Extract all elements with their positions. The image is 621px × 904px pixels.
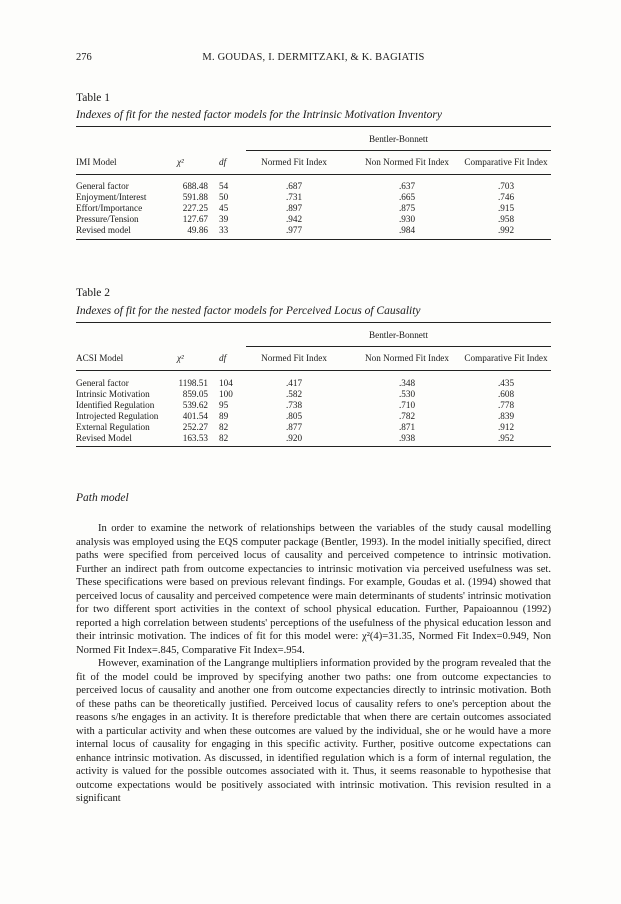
table-cell: .897 xyxy=(285,203,303,213)
table-cell: 95 xyxy=(219,400,229,410)
paragraph: However, examination of the Langrange multipliers information provided by the program revealed that the fit of the model could be improved by specifying another two paths: one from outcome expectancies to perceived locus of causality and another one from outcome expectancies directly to intrinsic motivation. Both of these paths can be theoretically justified. Perceived locus of causality refers to one's perception about the reasons s/he engages in an activity. It is therefore predictable that when there are certain outcomes associated with a particular activity and when these outcomes are valued by the individual, she or he would have a more internal locus of causality for engaging in this specific activity. Further, positive outcome expectations can enhance intrinsic motivation. As discussed, in identified regulation which is a form of internal regulation, the activity is valued for the possible outcomes associated with it. Thus, it seems reasonable to hypothesise that outcome expectations would be positively associated with intrinsic motivation. This revision resulted in a significant xyxy=(76,658,551,804)
table-cell: .582 xyxy=(285,389,303,399)
table-cell: .417 xyxy=(285,378,303,388)
table-cell: .912 xyxy=(497,422,515,432)
page-number: 276 xyxy=(76,52,92,63)
table-cell: 591.88 xyxy=(182,192,208,202)
table-cell: .782 xyxy=(398,411,416,421)
table-cell: Enjoyment/Interest xyxy=(76,192,147,202)
table-cell: 45 xyxy=(219,203,229,213)
table-cell: General factor xyxy=(76,378,129,388)
table-cell: External Regulation xyxy=(76,422,150,432)
table-cell: .348 xyxy=(398,378,416,388)
table1-label: Table 1 xyxy=(76,92,111,104)
table-cell: 39 xyxy=(219,214,229,224)
table-cell: 539.62 xyxy=(182,400,208,410)
table-cell: .977 xyxy=(285,225,303,235)
table-cell: 54 xyxy=(219,181,229,191)
table1-col-chi: χ² xyxy=(177,157,184,167)
table-cell: 50 xyxy=(219,192,229,202)
table2-col-model: ACSI Model xyxy=(76,353,124,363)
table-cell: 127.67 xyxy=(182,214,208,224)
table-cell: General factor xyxy=(76,181,129,191)
table-cell: .930 xyxy=(398,214,416,224)
table-cell: .687 xyxy=(285,181,303,191)
table-cell: .778 xyxy=(497,400,515,410)
table-cell: .942 xyxy=(285,214,303,224)
table-cell: 49.86 xyxy=(187,225,208,235)
table2-group-header: Bentler-Bonnett xyxy=(368,330,428,340)
table-cell: 100 xyxy=(219,389,233,399)
table-cell: 859.05 xyxy=(182,389,208,399)
table1-col-model: IMI Model xyxy=(76,157,117,167)
table-cell: Identified Regulation xyxy=(76,400,155,410)
table1-group-header: Bentler-Bonnett xyxy=(368,134,428,144)
table-cell: .984 xyxy=(398,225,416,235)
table1-col-nnfi: Non Normed Fit Index xyxy=(365,157,449,167)
table-cell: .992 xyxy=(497,225,515,235)
table-cell: .915 xyxy=(497,203,515,213)
table-cell: .839 xyxy=(497,411,515,421)
table1-col-nfi: Normed Fit Index xyxy=(261,157,327,167)
table-cell: .920 xyxy=(285,433,303,443)
table2-label: Table 2 xyxy=(76,287,111,299)
table-cell: 89 xyxy=(219,411,229,421)
table-cell: .738 xyxy=(285,400,303,410)
table-cell: .435 xyxy=(497,378,515,388)
table-cell: Revised model xyxy=(76,225,131,235)
table2-caption: Indexes of fit for the nested factor models for Perceived Locus of Causality xyxy=(76,305,421,317)
table-cell: .805 xyxy=(285,411,303,421)
table2-col-nfi: Normed Fit Index xyxy=(261,353,327,363)
table-cell: .530 xyxy=(398,389,416,399)
table-cell: .665 xyxy=(398,192,416,202)
table2-col-nnfi: Non Normed Fit Index xyxy=(365,353,449,363)
table-cell: .938 xyxy=(398,433,416,443)
table-cell: Pressure/Tension xyxy=(76,214,139,224)
table-cell: 688.48 xyxy=(182,181,208,191)
table-cell: .710 xyxy=(398,400,416,410)
table-cell: .952 xyxy=(497,433,515,443)
table-cell: 227.25 xyxy=(182,203,208,213)
table-cell: 82 xyxy=(219,422,229,432)
table1-caption: Indexes of fit for the nested factor models for the Intrinsic Motivation Inventory xyxy=(76,109,443,121)
table-cell: .746 xyxy=(497,192,515,202)
table-cell: .731 xyxy=(285,192,303,202)
table-cell: 1198.51 xyxy=(178,378,208,388)
table-cell: 163.53 xyxy=(182,433,208,443)
table-cell: .875 xyxy=(398,203,416,213)
running-authors: M. GOUDAS, I. DERMITZAKI, & K. BAGIATIS xyxy=(202,52,425,63)
table1-col-cfi: Comparative Fit Index xyxy=(464,157,548,167)
table-cell: .637 xyxy=(398,181,416,191)
table-cell: Effort/Importance xyxy=(76,203,143,213)
table-cell: .703 xyxy=(497,181,515,191)
table-cell: 33 xyxy=(219,225,229,235)
table-cell: Intrinsic Motivation xyxy=(76,389,150,399)
table-cell: 104 xyxy=(219,378,233,388)
table2-col-df: df xyxy=(219,353,227,363)
paragraph: In order to examine the network of relationships between the variables of the study causal modelling analysis was employed using the EQS computer package (Bentler, 1993). In the model initially specified, direct paths were specified from perceived locus of causality and perceived competence to intrinsic motivation. Further an indirect path from outcome expectancies to intrinsic motivation via perceived usefulness was set. These specifications were based on previous relevant findings. For example, Goudas et al. (1994) showed that perceived locus of causality and perceived competence were main determinants of students' intrinsic motivation for two different sport activities in the context of school physical education. Further, Papaioannou (1992) reported a high correlation between students' perceptions of the usefulness of the physical education lesson and their intrinsic motivation. The indices of fit for this model were: χ²(4)=31.35, Normed Fit Index=0.949, Non Normed Fit Index=.845, Comparative Fit Index=.954. xyxy=(76,523,551,656)
section-title: Path model xyxy=(76,492,129,504)
table-cell: .958 xyxy=(497,214,515,224)
body-text xyxy=(76,522,551,806)
table-cell: .871 xyxy=(398,422,416,432)
table-cell: 252.27 xyxy=(182,422,208,432)
table2-col-chi: χ² xyxy=(177,353,184,363)
table2-col-cfi: Comparative Fit Index xyxy=(464,353,548,363)
table-cell: 82 xyxy=(219,433,229,443)
table1-col-df: df xyxy=(219,157,227,167)
table-cell: 401.54 xyxy=(182,411,208,421)
table-cell: .608 xyxy=(497,389,515,399)
table-cell: Introjected Regulation xyxy=(76,411,159,421)
table-cell: Revised Model xyxy=(76,433,132,443)
table-cell: .877 xyxy=(285,422,303,432)
